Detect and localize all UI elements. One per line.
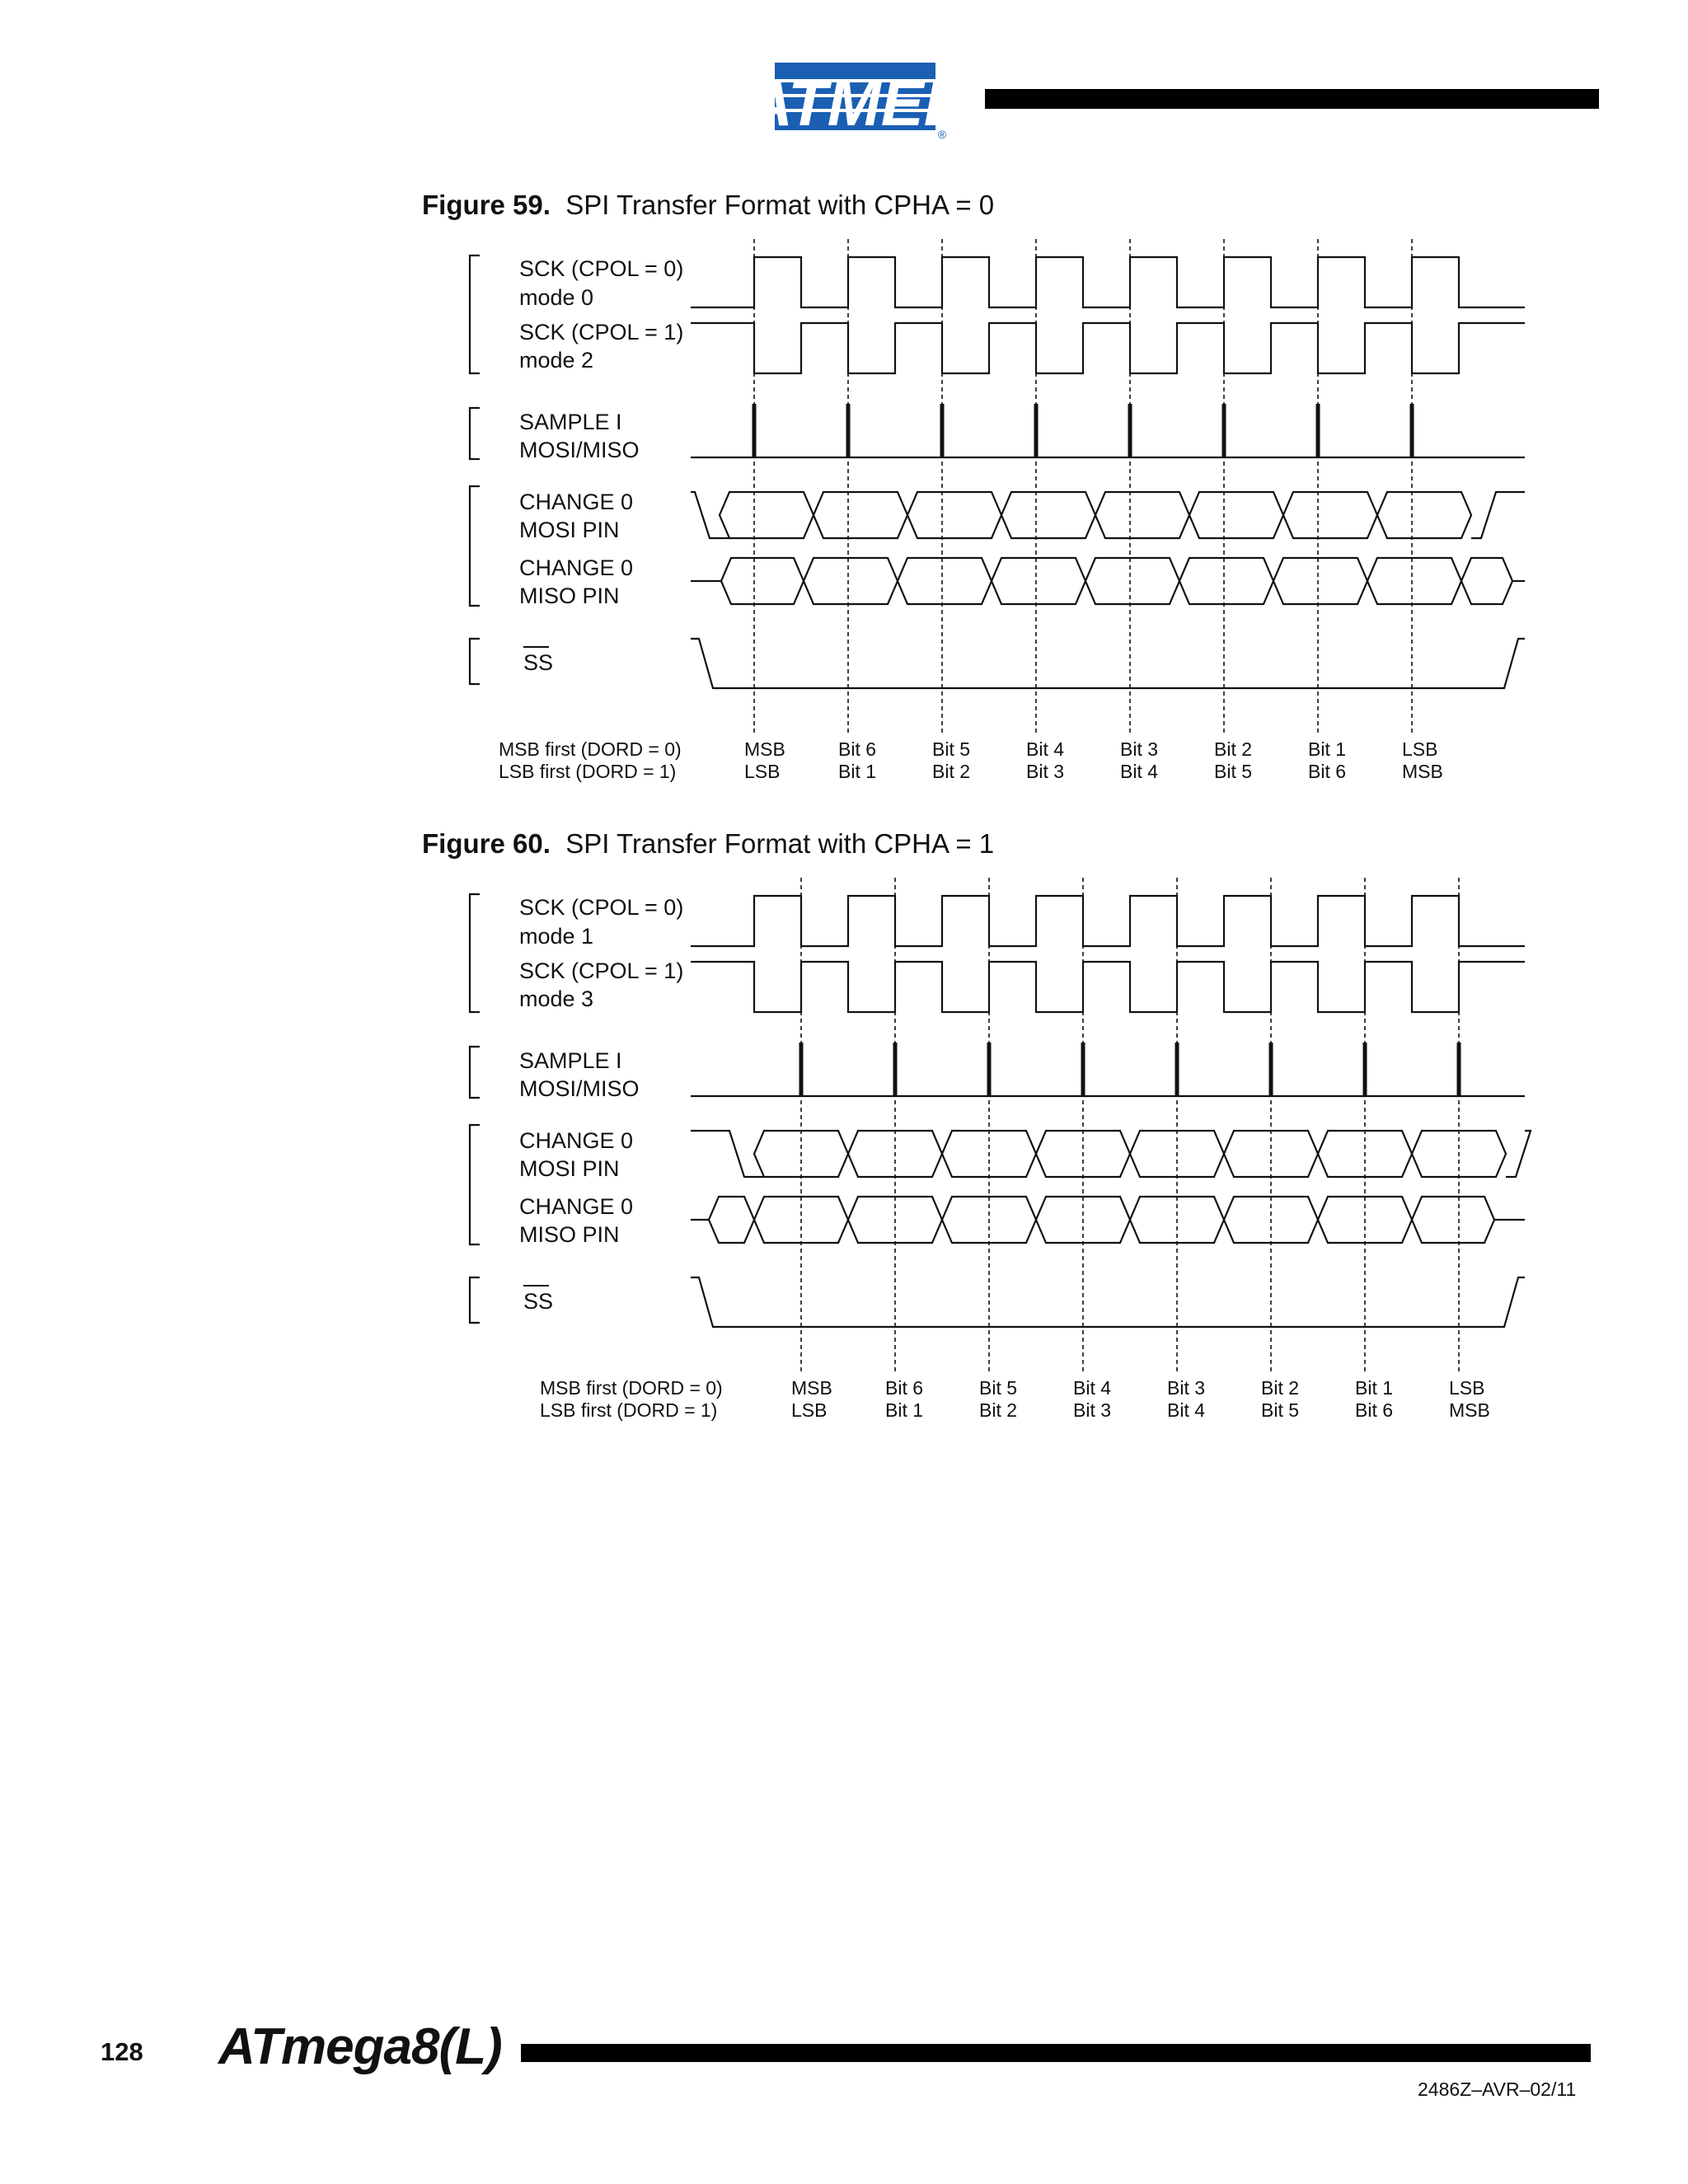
- ss-bracket: [470, 639, 480, 684]
- ss-label: SS: [523, 650, 554, 675]
- bit-label-msb-order: Bit 2: [1261, 1377, 1300, 1399]
- bit-label-msb-order: MSB: [744, 738, 785, 760]
- bit-label-msb-order: Bit 3: [1167, 1377, 1206, 1399]
- sck-bracket: [470, 255, 480, 373]
- sck-cpol0-waveform: [691, 896, 1525, 946]
- bit-label-lsb-order: Bit 1: [838, 761, 877, 782]
- sample-label: MOSI/MISO: [519, 1076, 640, 1101]
- figure-59-caption: [422, 190, 994, 221]
- sck-cpol0-label: SCK (CPOL = 0): [519, 256, 684, 281]
- mosi-bus-idle-start: [691, 1131, 764, 1177]
- msb-first-label: MSB first (DORD = 0): [540, 1377, 723, 1399]
- sck-cpol0-label: SCK (CPOL = 0): [519, 895, 684, 920]
- bit-label-msb-order: LSB: [1402, 738, 1438, 760]
- atmel-logo-graphic: [775, 56, 952, 140]
- bit-label-lsb-order: Bit 5: [1214, 761, 1253, 782]
- miso-bus-bit-cell: [898, 558, 992, 604]
- sck-mode-label: mode 1: [519, 924, 594, 949]
- document-code: 2486Z–AVR–02/11: [1418, 2079, 1577, 2100]
- sck-mode-label: mode 2: [519, 348, 594, 373]
- header-rule: [985, 89, 1599, 109]
- bit-label-lsb-order: Bit 3: [1073, 1399, 1112, 1421]
- sck-cpol1-label: SCK (CPOL = 1): [519, 320, 684, 344]
- figure-60-caption: [422, 828, 994, 860]
- sample-bracket: [470, 1047, 480, 1098]
- sck-cpol1-label: SCK (CPOL = 1): [519, 958, 684, 983]
- mosi-change-label: CHANGE 0: [519, 490, 634, 514]
- bit-label-msb-order: Bit 4: [1073, 1377, 1112, 1399]
- figure-60-timing-diagram: [462, 874, 1541, 1434]
- figure-60-svg: [462, 874, 1541, 1434]
- miso-change-label: CHANGE 0: [519, 555, 634, 580]
- mosi-bus-idle-start: [691, 492, 729, 538]
- miso-bus-bit-cell: [804, 558, 898, 604]
- mosi-bus-bit-cell: [907, 492, 1001, 538]
- bit-label-msb-order: Bit 2: [1214, 738, 1253, 760]
- miso-bus-bit-cell: [1367, 558, 1461, 604]
- ss-waveform: [691, 1277, 1525, 1327]
- bit-label-msb-order: Bit 4: [1026, 738, 1065, 760]
- mosi-pin-label: MOSI PIN: [519, 1156, 620, 1181]
- bit-label-msb-order: Bit 1: [1308, 738, 1347, 760]
- figure-60-number: Figure 60.: [422, 828, 551, 859]
- miso-bus-bit-cell: [1461, 558, 1512, 604]
- miso-bus-bit-cell: [709, 1197, 754, 1243]
- lsb-first-label: LSB first (DORD = 1): [499, 761, 677, 782]
- mosi-bus-idle-end: [1506, 1131, 1531, 1177]
- bit-label-lsb-order: Bit 4: [1120, 761, 1159, 782]
- bit-label-msb-order: LSB: [1449, 1377, 1485, 1399]
- bit-label-msb-order: Bit 5: [932, 738, 971, 760]
- bit-label-lsb-order: LSB: [744, 761, 781, 782]
- change-bracket: [470, 486, 480, 606]
- bit-label-lsb-order: Bit 1: [885, 1399, 924, 1421]
- bit-label-lsb-order: Bit 5: [1261, 1399, 1300, 1421]
- sck-mode-label: mode 3: [519, 987, 594, 1011]
- mosi-bus-bit-cell: [720, 492, 814, 538]
- bit-label-msb-order: Bit 6: [838, 738, 877, 760]
- bit-label-msb-order: MSB: [791, 1377, 832, 1399]
- bit-label-msb-order: Bit 6: [885, 1377, 924, 1399]
- sample-bracket: [470, 408, 480, 459]
- miso-bus-bit-cell: [1179, 558, 1273, 604]
- bit-label-msb-order: Bit 1: [1355, 1377, 1394, 1399]
- bit-label-lsb-order: Bit 2: [979, 1399, 1018, 1421]
- bit-label-lsb-order: Bit 6: [1355, 1399, 1394, 1421]
- ss-waveform: [691, 639, 1525, 688]
- sample-label: MOSI/MISO: [519, 438, 640, 462]
- mosi-bus-bit-cell: [1283, 492, 1377, 538]
- miso-bus-bit-cell: [1273, 558, 1367, 604]
- figure-59-title: SPI Transfer Format with CPHA = 0: [565, 190, 995, 220]
- atmel-logo: [775, 56, 952, 140]
- sample-label: SAMPLE I: [519, 410, 622, 434]
- sample-label: SAMPLE I: [519, 1048, 622, 1073]
- bit-label-lsb-order: MSB: [1449, 1399, 1490, 1421]
- mosi-bus-bit-cell: [1095, 492, 1189, 538]
- atmel-logo-text: TMEL: [788, 67, 952, 139]
- sck-cpol1-waveform: [691, 962, 1525, 1012]
- bit-label-lsb-order: Bit 4: [1167, 1399, 1206, 1421]
- ss-label: SS: [523, 1289, 554, 1314]
- sck-cpol1-waveform: [691, 323, 1525, 373]
- mosi-bus-bit-cell: [1377, 492, 1471, 538]
- footer-rule: [521, 2044, 1591, 2062]
- mosi-bus-bit-cell: [814, 492, 907, 538]
- bit-label-lsb-order: MSB: [1402, 761, 1443, 782]
- sck-bracket: [470, 894, 480, 1012]
- document-title: ATmega8(L): [218, 2018, 502, 2075]
- lsb-first-label: LSB first (DORD = 1): [540, 1399, 718, 1421]
- mosi-bus-bit-cell: [1001, 492, 1095, 538]
- miso-bus-bit-cell: [1412, 1197, 1494, 1243]
- figure-60-title: SPI Transfer Format with CPHA = 1: [565, 828, 995, 859]
- miso-pin-label: MISO PIN: [519, 583, 620, 608]
- figure-59-svg: [462, 235, 1541, 795]
- bit-label-lsb-order: Bit 2: [932, 761, 971, 782]
- figure-59-number: Figure 59.: [422, 190, 551, 220]
- miso-bus-bit-cell: [721, 558, 804, 604]
- miso-bus-bit-cell: [1085, 558, 1179, 604]
- bit-label-msb-order: Bit 5: [979, 1377, 1018, 1399]
- change-bracket: [470, 1125, 480, 1244]
- mosi-pin-label: MOSI PIN: [519, 518, 620, 542]
- mosi-bus-bit-cell: [1189, 492, 1283, 538]
- miso-pin-label: MISO PIN: [519, 1222, 620, 1247]
- ss-bracket: [470, 1277, 480, 1323]
- miso-bus-bit-cell: [992, 558, 1085, 604]
- bit-label-lsb-order: LSB: [791, 1399, 828, 1421]
- msb-first-label: MSB first (DORD = 0): [499, 738, 682, 760]
- sck-cpol0-waveform: [691, 257, 1525, 307]
- page-number: 128: [101, 2037, 143, 2066]
- mosi-change-label: CHANGE 0: [519, 1128, 634, 1153]
- svg-text:®: ®: [937, 128, 947, 140]
- sck-mode-label: mode 0: [519, 285, 594, 310]
- mosi-bus-idle-end: [1471, 492, 1525, 538]
- bit-label-lsb-order: Bit 6: [1308, 761, 1347, 782]
- bit-label-lsb-order: Bit 3: [1026, 761, 1065, 782]
- miso-change-label: CHANGE 0: [519, 1194, 634, 1219]
- bit-label-msb-order: Bit 3: [1120, 738, 1159, 760]
- figure-59-timing-diagram: [462, 235, 1541, 795]
